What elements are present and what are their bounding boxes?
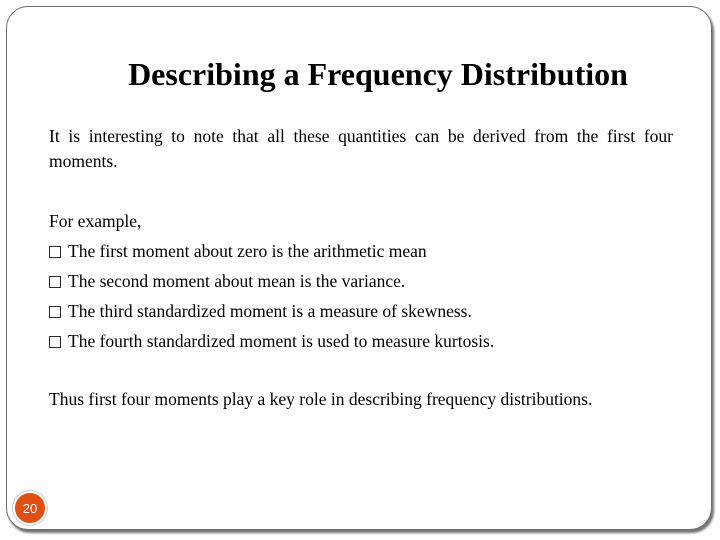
checkbox-bullet-icon: [49, 276, 61, 288]
slide-title: Describing a Frequency Distribution: [128, 56, 628, 92]
list-item-text: The first moment about zero is the arithmetic mean: [68, 241, 427, 261]
checkbox-bullet-icon: [49, 246, 61, 258]
examples-block: [49, 206, 689, 356]
list-item: [49, 266, 689, 296]
list-item: [49, 296, 689, 326]
page-number: 20: [22, 500, 38, 516]
summary-paragraph: Thus first four moments play a key role in describing frequency distributions.: [49, 389, 593, 409]
intro-paragraph: It is interesting to note that all these quantities can be derived from the first four moments.: [49, 126, 673, 171]
list-item-text: The third standardized moment is a measure of skewness.: [68, 301, 472, 321]
examples-lead: For example,: [49, 211, 142, 231]
list-item: [49, 326, 689, 356]
checkbox-bullet-icon: [49, 336, 61, 348]
checkbox-bullet-icon: [49, 306, 61, 318]
list-item: [49, 236, 689, 266]
list-item-text: The second moment about mean is the variance.: [68, 271, 406, 291]
list-item-text: The fourth standardized moment is used to measure kurtosis.: [68, 331, 495, 351]
page-number-badge: [13, 491, 47, 525]
